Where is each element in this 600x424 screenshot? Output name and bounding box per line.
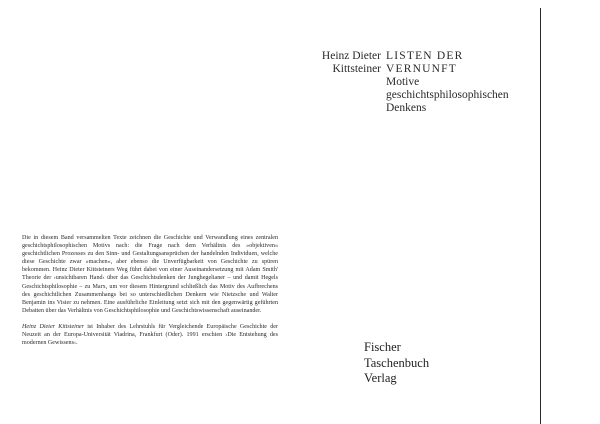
subtitle-line-3: Denkens [386,102,427,114]
publisher-line-2: Taschenbuch [364,355,430,370]
publisher-line-3: Verlag [364,371,397,385]
title-page [300,0,540,424]
author-name [314,50,381,76]
author-line-1: Heinz Dieter [321,50,381,62]
title-line-2: VERNUNFT [386,63,457,75]
book-title [386,50,536,115]
book-description: Die in diesem Band versammelten Texte zeichnen die Geschichte und Verwandlung eines zentralen geschichtsphilosophischen Motivs nach: die Frage nach dem Verhältnis des »objektiven« geschichtlichen Prozesses zu den Sinn- und Gestaltungsansprüchen der handelnden Individuen, welche diese Geschichte zwar »machen«, aber ebenso die Unverfügbarkeit von Geschichte zu spüren bekommen. Heinz Dieter Kittsteiners Weg führt dabei von einer Auseinandersetzung mit Adam Smith' Theorie der ›unsichtbaren Hand‹ über das Geschichtsdenken der Junghegelianer – und damit Hegels Geschichtsphilosophie – zu Marx, um vor diesem Hintergrund schließlich das Motiv des Aufbrechens des geschichtlichen Zusammenhangs bei so unterschiedlichen Denkern wie Nietzsche und Walter Benjamin ins Visier zu nehmen. Eine ausführliche Einleitung setzt sich mit den gegenwärtig geführten Debatten über das Verhältnis von Geschichtsphilosophie und Geschichtswissenschaft auseinander. [22,235,278,314]
author-line-2: Kittsteiner [332,63,381,75]
publisher-line-1: Fischer [364,340,401,354]
page-edge-divider [540,8,541,424]
author-bio [22,323,278,347]
bio-text: ist Inhaber des Lehrstuhls für Vergleichende Europäische Geschichte der Neuzeit an der Europa-Universität Viadrina, Frankfurt (Oder). 1991 erschien ›Die Entstehung des modernen Gewissens‹. [22,323,278,347]
bio-author-name: Heinz Dieter Kittsteiner [22,323,84,330]
publisher-name [364,340,429,387]
title-line-1: LISTEN DER [386,50,464,62]
subtitle-line-2: geschichtsphilosophischen [386,89,509,101]
subtitle-line-1: Motive [386,76,420,88]
blurb-text-block [22,234,278,347]
